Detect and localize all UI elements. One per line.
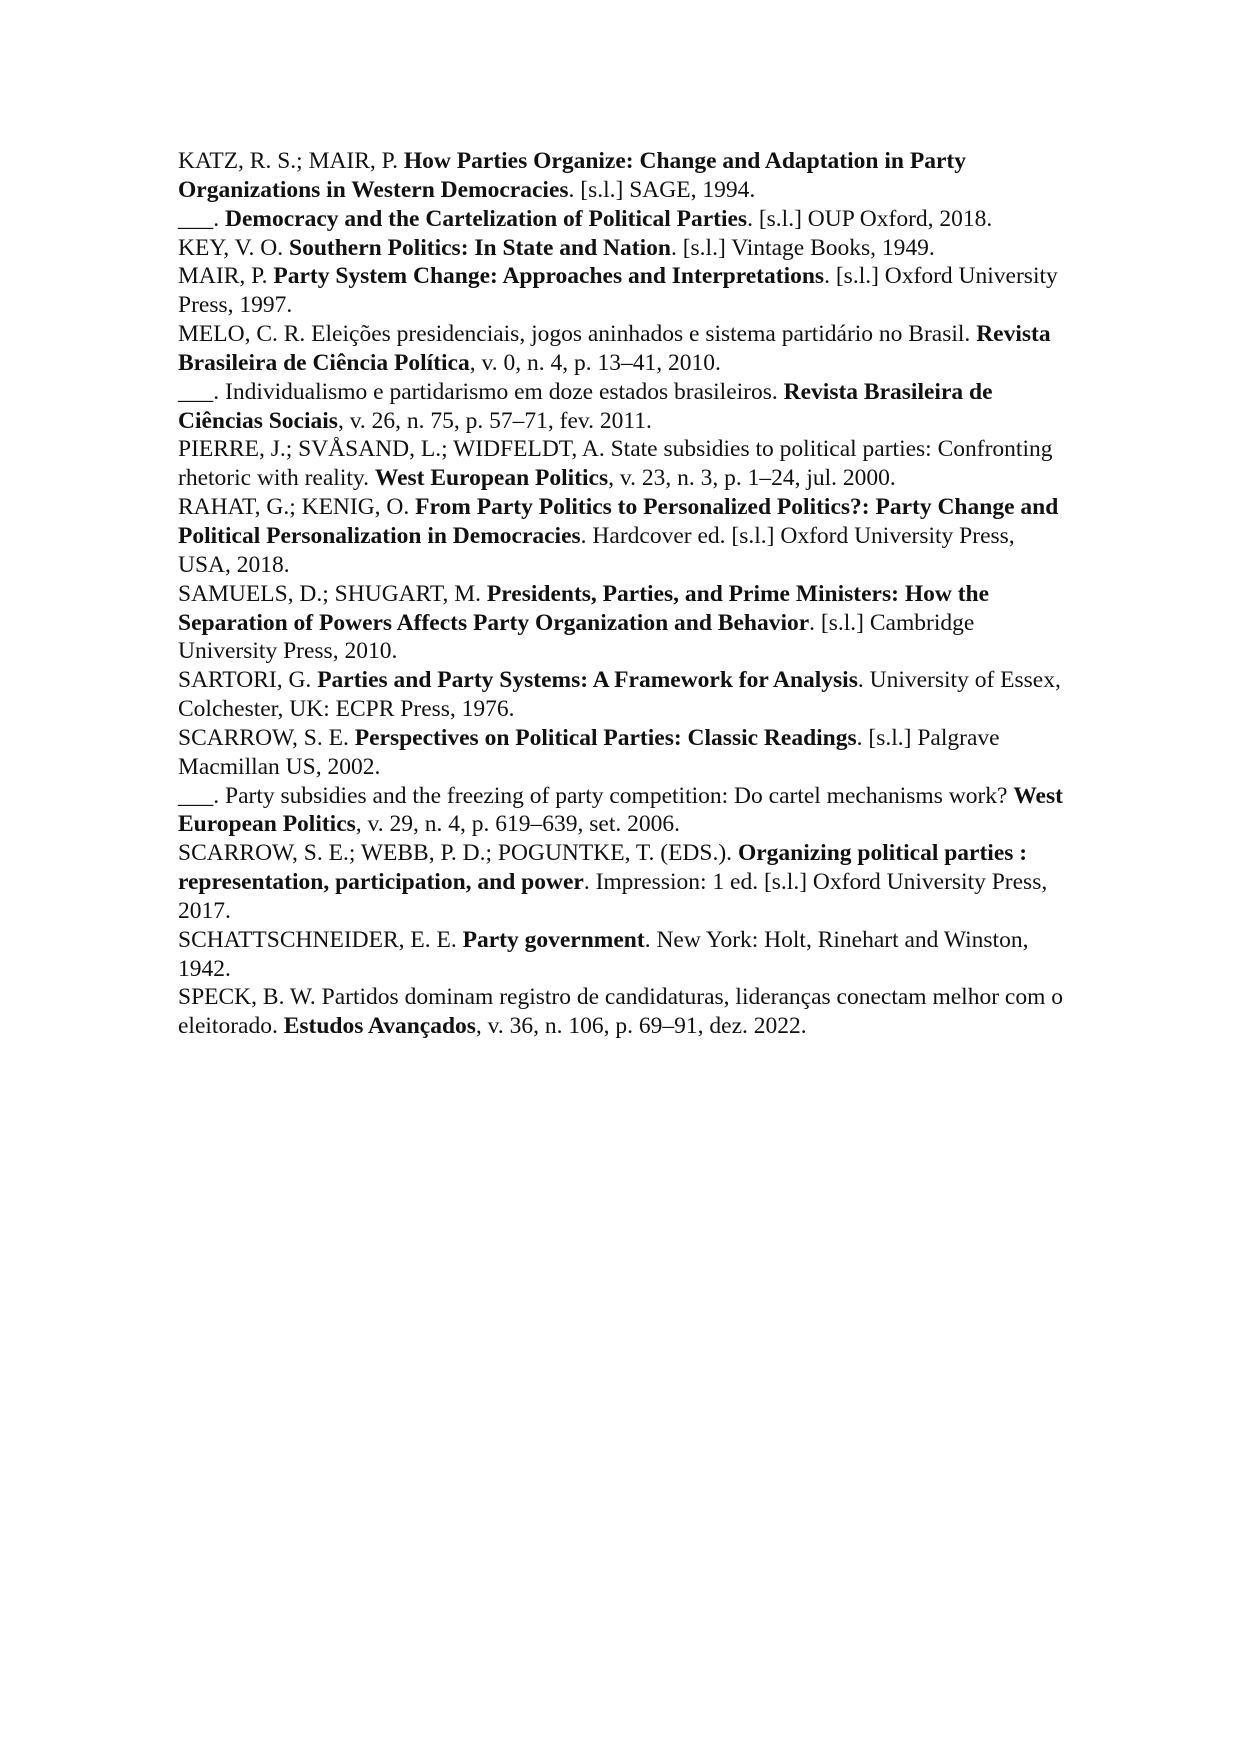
reference-details: , v. 26, n. 75, p. 57–71, fev. 2011.	[337, 407, 652, 434]
reference-title: How Parties Organize: Change and Adaptation in Party Organizations in Western Democracies	[178, 148, 966, 203]
reference-details: , v. 36, n. 106, p. 69–91, dez. 2022.	[475, 1013, 807, 1040]
reference-entry	[178, 234, 1068, 263]
reference-entry	[178, 724, 1068, 782]
reference-title: Presidents, Parties, and Prime Ministers: How the Separation of Powers Affects Party Organization and Behavior	[178, 580, 990, 636]
reference-entry	[178, 262, 1068, 320]
reference-details: . [s.l.] SAGE, 1994.	[568, 176, 756, 203]
reference-entry	[178, 378, 1068, 436]
reference-title: Party System Change: Approaches and Interpretations	[273, 263, 825, 290]
reference-title: Estudos Avançados	[283, 1013, 476, 1040]
reference-title: Party government	[462, 926, 645, 953]
reference-entry	[178, 493, 1068, 580]
reference-details: . University of Essex, Colchester, UK: ECPR Press, 1976.	[178, 667, 1061, 723]
reference-title: Revista Brasileira de Ciências Sociais	[178, 378, 993, 434]
reference-entry	[178, 320, 1068, 378]
reference-entry	[178, 580, 1068, 667]
reference-authors: SPECK, B. W. Partidos dominam registro de candidaturas, lideranças conectam melhor com o eleitorado.	[178, 984, 1063, 1040]
reference-authors: SCARROW, S. E.; WEBB, P. D.; POGUNTKE, T. (EDS.).	[178, 840, 733, 867]
reference-authors: KEY, V. O.	[178, 234, 284, 261]
reference-details: . [s.l.] OUP Oxford, 2018.	[747, 205, 993, 232]
reference-authors: SARTORI, G.	[178, 667, 312, 694]
reference-entry	[178, 666, 1068, 724]
reference-title: Perspectives on Political Parties: Classic Readings	[354, 724, 857, 751]
reference-details: , v. 0, n. 4, p. 13–41, 2010.	[469, 349, 721, 376]
reference-details: . [s.l.] Cambridge University Press, 2010.	[178, 609, 975, 665]
reference-title: From Party Politics to Personalized Politics?: Party Change and Political Personalization in Democracies	[178, 494, 1059, 549]
reference-entry	[178, 147, 1068, 205]
reference-authors: MELO, C. R. Eleições presidenciais, jogos aninhados e sistema partidário no Brasil.	[178, 321, 971, 348]
reference-authors: MAIR, P.	[178, 263, 268, 290]
reference-authors: SCHATTSCHNEIDER, E. E.	[178, 926, 457, 953]
reference-authors: PIERRE, J.; SVÅSAND, L.; WIDFELDT, A. State subsidies to political parties: Confronting rhetoric with reality.	[178, 436, 1053, 492]
references-list	[178, 147, 1068, 1041]
reference-entry	[178, 205, 1068, 234]
reference-title: Organizing political parties : representation, participation, and power	[178, 840, 1028, 896]
reference-details: . New York: Holt, Rinehart and Winston, 1942.	[178, 926, 1029, 982]
reference-entry	[178, 435, 1068, 493]
reference-details: . [s.l.] Oxford University Press, 1997.	[178, 263, 1058, 319]
reference-authors: SCARROW, S. E.	[178, 724, 349, 751]
reference-authors: ___. Party subsidies and the freezing of party competition: Do cartel mechanisms work?	[178, 782, 1008, 809]
reference-title: West European Politics	[374, 465, 609, 492]
reference-title: West European Politics	[178, 782, 1063, 838]
reference-details: . [s.l.] Vintage Books, 1949.	[670, 234, 935, 261]
reference-details: . Hardcover ed. [s.l.] Oxford University Press, USA, 2018.	[178, 522, 1015, 578]
reference-authors: ___.	[178, 205, 220, 232]
reference-details: . Impression: 1 ed. [s.l.] Oxford University Press, 2017.	[178, 869, 1048, 924]
reference-authors: RAHAT, G.; KENIG, O.	[178, 494, 410, 521]
reference-entry	[178, 782, 1068, 840]
reference-authors: KATZ, R. S.; MAIR, P.	[178, 148, 399, 174]
reference-details: , v. 23, n. 3, p. 1–24, jul. 2000.	[608, 465, 896, 492]
reference-entry	[178, 839, 1068, 926]
reference-details: , v. 29, n. 4, p. 619–639, set. 2006.	[355, 811, 681, 838]
reference-title: Democracy and the Cartelization of Political Parties	[225, 205, 748, 232]
reference-title: Parties and Party Systems: A Framework for Analysis	[317, 667, 858, 694]
reference-entry	[178, 926, 1068, 984]
reference-authors: SAMUELS, D.; SHUGART, M.	[178, 580, 482, 607]
reference-details: . [s.l.] Palgrave Macmillan US, 2002.	[178, 724, 1000, 780]
reference-authors: ___. Individualismo e partidarismo em doze estados brasileiros.	[178, 378, 778, 405]
reference-title: Southern Politics: In State and Nation	[289, 234, 671, 261]
reference-entry	[178, 983, 1068, 1041]
reference-title: Revista Brasileira de Ciência Política	[178, 321, 1051, 376]
